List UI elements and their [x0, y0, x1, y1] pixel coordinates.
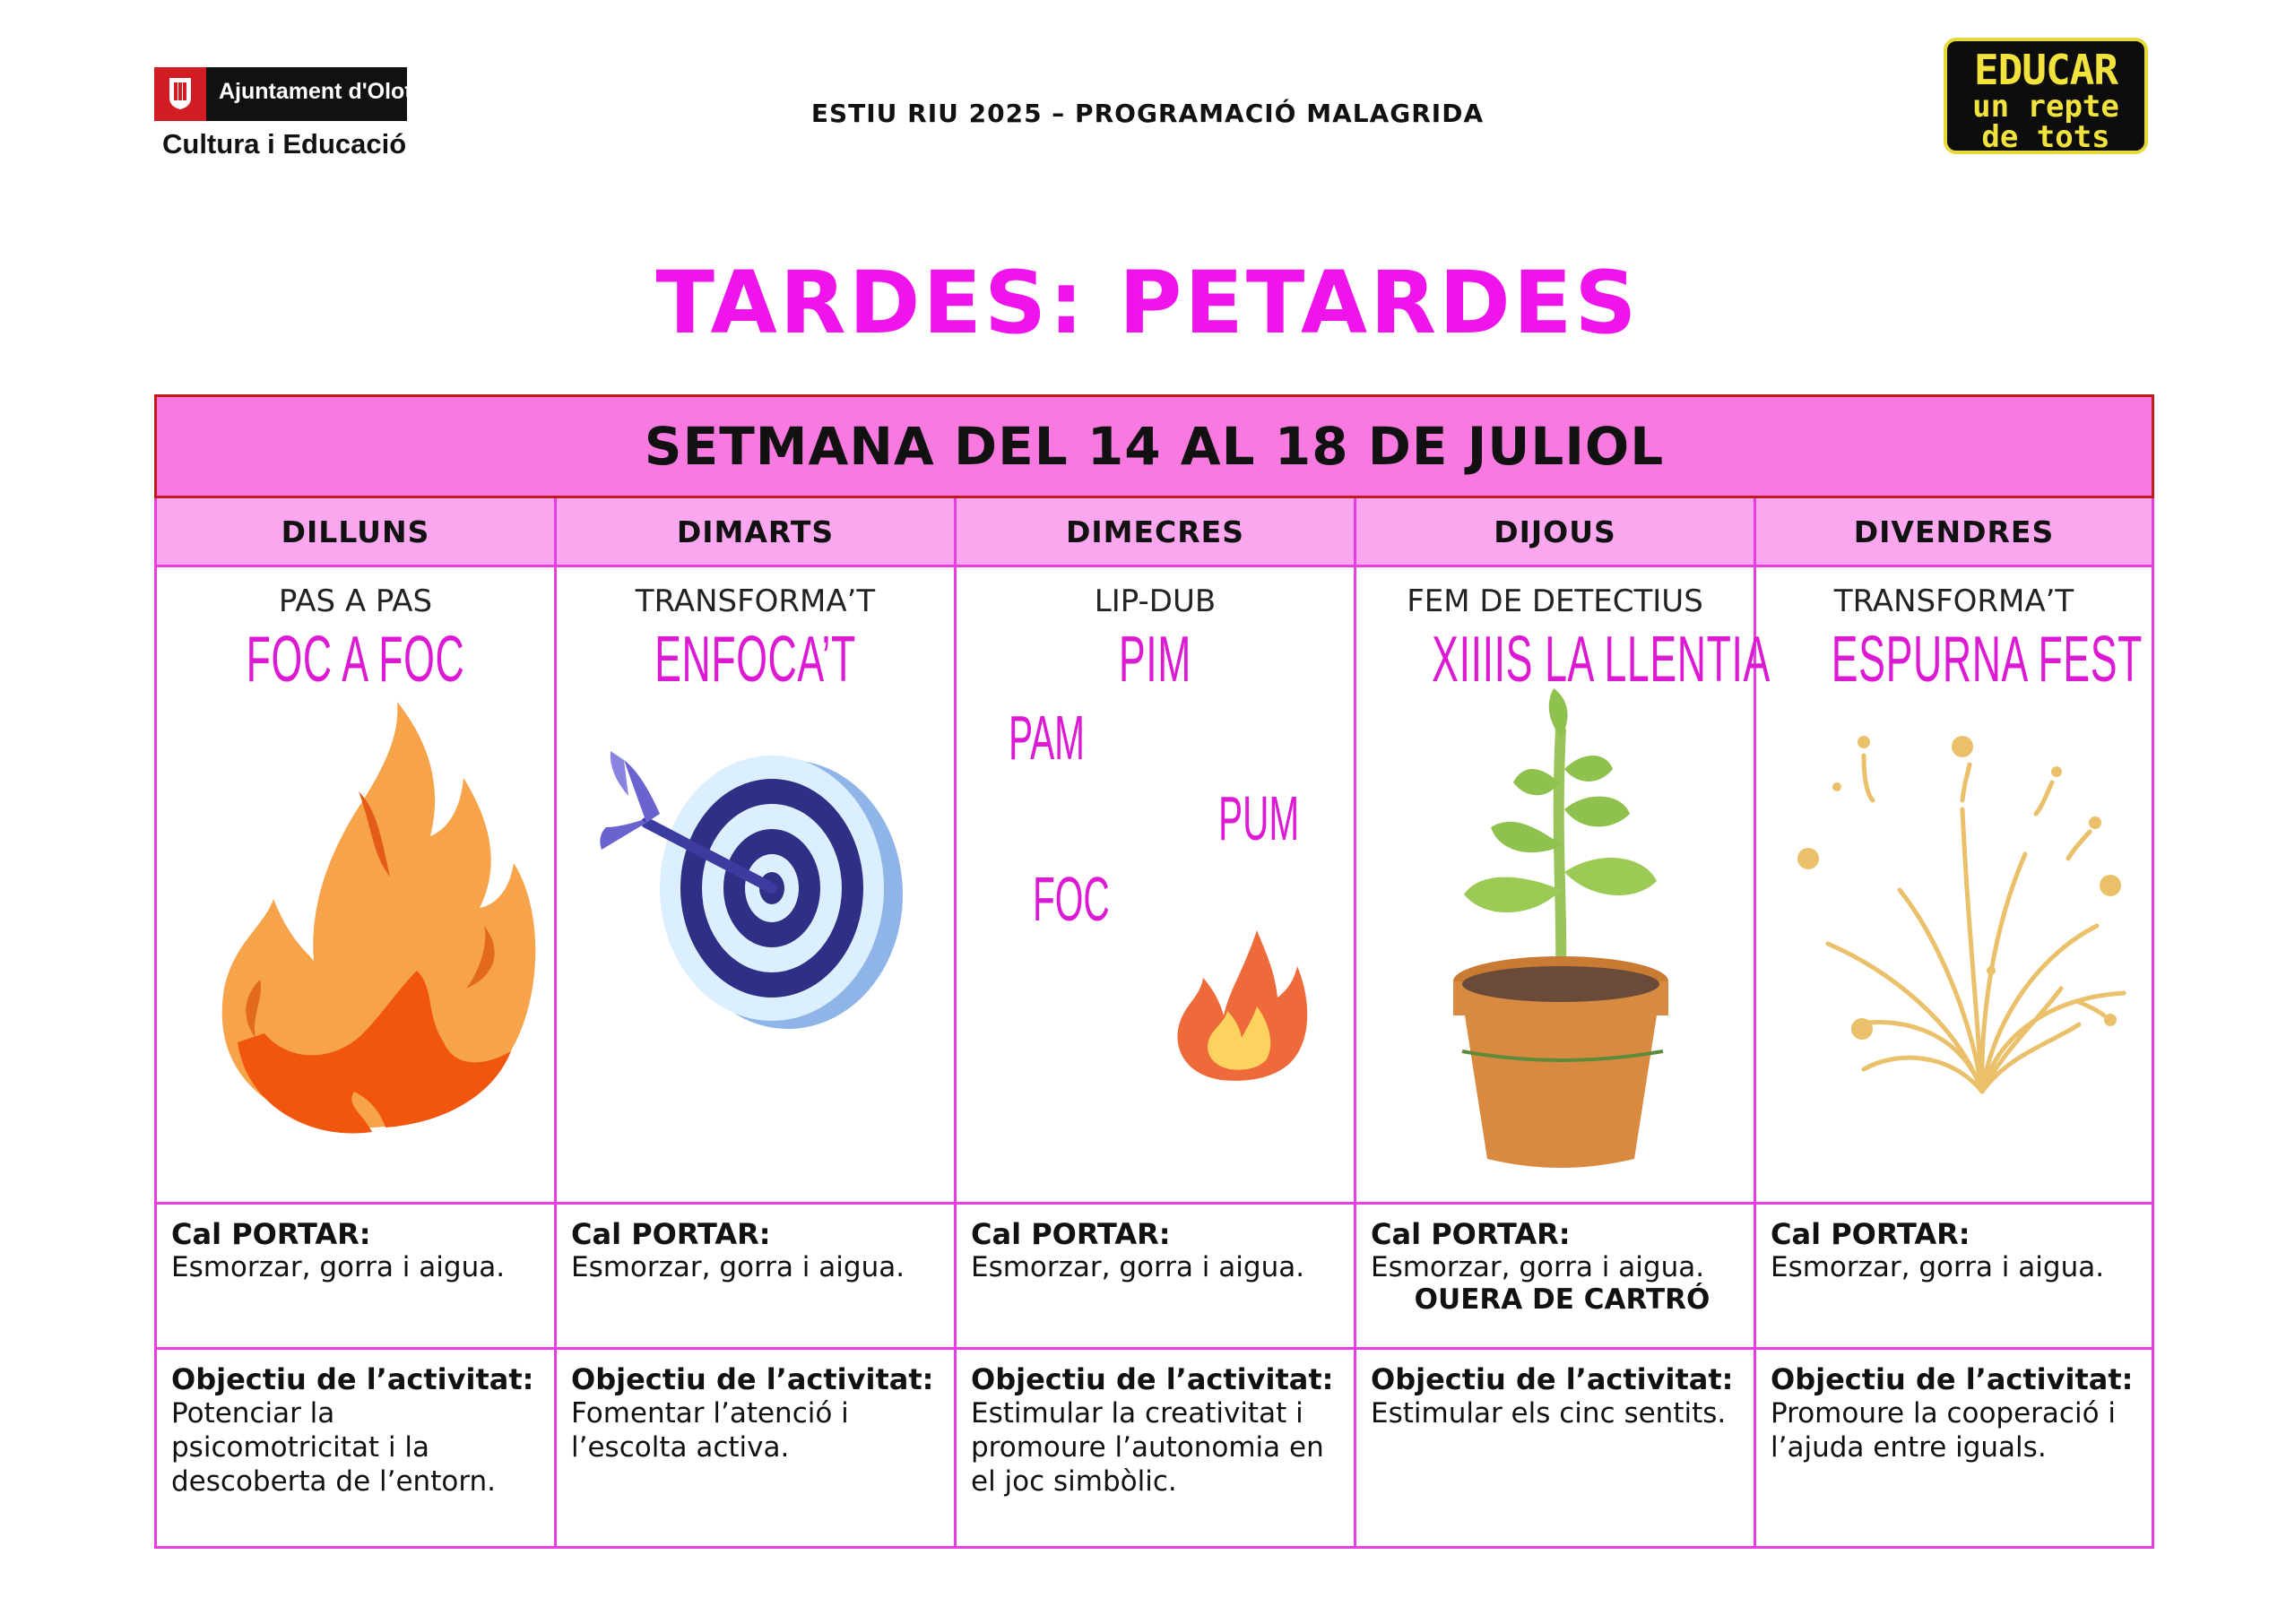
bring-text: Esmorzar, gorra i aigua.	[1371, 1251, 1705, 1283]
bring-label: Cal PORTAR:	[1371, 1217, 1571, 1251]
activity-subtitle: FEM DE DETECTIUS	[1407, 583, 1703, 619]
days-row	[156, 497, 2153, 566]
main-title: TARDES: PETARDES	[655, 253, 1640, 353]
activity-name: ESPURNA FEST	[1831, 624, 2143, 695]
day-header-monday: DILLUNS	[156, 497, 556, 566]
objective-text: Fomentar l’atenció i l’escolta activa.	[571, 1397, 849, 1464]
bring-label: Cal PORTAR:	[571, 1217, 771, 1251]
educar-logo-line2: un repte	[1972, 89, 2119, 125]
activity-row	[156, 566, 2153, 1204]
day-header-tuesday: DIMARTS	[556, 497, 956, 566]
activity-name: PIM	[1118, 624, 1192, 695]
activity-cell-monday	[156, 566, 556, 1204]
objective-label: Objectiu de l’activitat:	[171, 1362, 534, 1396]
educar-logo-line3: de tots	[1981, 119, 2110, 155]
activity-cell-tuesday	[556, 566, 956, 1204]
bring-cell-wednesday	[956, 1204, 1355, 1349]
activity-name: XIIIIS LA LLENTIA	[1432, 624, 1771, 695]
bring-text: Esmorzar, gorra i aigua.	[171, 1251, 506, 1283]
sound-word-pam: PAM	[1009, 703, 1085, 773]
document-header-title: ESTIU RIU 2025 – PROGRAMACIÓ MALAGRIDA	[810, 99, 1485, 128]
day-header-friday: DIVENDRES	[1755, 497, 2153, 566]
sound-word-pum: PUM	[1218, 783, 1300, 853]
bring-label: Cal PORTAR:	[1771, 1217, 1970, 1251]
bring-cell-monday	[156, 1204, 556, 1349]
objective-cell-monday	[156, 1349, 556, 1548]
educar-logo-line1: EDUCAR	[1973, 46, 2118, 94]
objective-text: Promoure la cooperació i l’ajuda entre iguals.	[1771, 1397, 2117, 1464]
bring-row	[156, 1204, 2153, 1349]
week-row	[156, 396, 2153, 497]
bring-label: Cal PORTAR:	[971, 1217, 1171, 1251]
objective-label: Objectiu de l’activitat:	[571, 1362, 934, 1396]
objective-cell-tuesday	[556, 1349, 956, 1548]
logo-top-text: Ajuntament d'Olot	[219, 79, 412, 104]
week-heading: SETMANA DEL 14 AL 18 DE JULIOL	[156, 396, 2153, 497]
objective-text: Estimular la creativitat i promoure l’autonomia en el joc simbòlic.	[971, 1397, 1324, 1498]
activity-cell-friday	[1755, 566, 2153, 1204]
activity-subtitle: LIP-DUB	[1094, 583, 1217, 619]
bring-cell-thursday	[1355, 1204, 1755, 1349]
objective-text: Estimular els cinc sentits.	[1371, 1397, 1727, 1430]
bring-text: Esmorzar, gorra i aigua.	[971, 1251, 1305, 1283]
objective-label: Objectiu de l’activitat:	[971, 1362, 1334, 1396]
bring-text: Esmorzar, gorra i aigua.	[1771, 1251, 2105, 1283]
activity-name: FOC A FOC	[246, 624, 465, 695]
objective-label: Objectiu de l’activitat:	[1771, 1362, 2134, 1396]
activity-subtitle: TRANSFORMA’T	[1833, 583, 2074, 619]
educar-logo	[1944, 38, 2148, 154]
bring-cell-friday	[1755, 1204, 2153, 1349]
activity-name: ENFOCA’T	[654, 624, 856, 695]
logo-bottom-text: Cultura i Educació	[162, 128, 407, 160]
bring-text: Esmorzar, gorra i aigua.	[571, 1251, 905, 1283]
objective-cell-friday	[1755, 1349, 2153, 1548]
objective-row	[156, 1349, 2153, 1548]
day-header-thursday: DIJOUS	[1355, 497, 1755, 566]
sound-word-foc: FOC	[1033, 864, 1110, 934]
activity-subtitle: PAS A PAS	[278, 583, 433, 619]
activity-cell-wednesday	[956, 566, 1355, 1204]
objective-label: Objectiu de l’activitat:	[1371, 1362, 1734, 1396]
bring-cell-tuesday	[556, 1204, 956, 1349]
bring-extra-item: OUERA DE CARTRÓ	[1414, 1283, 1710, 1316]
activity-cell-thursday	[1355, 566, 1771, 1204]
weekly-schedule-table	[154, 394, 2154, 1549]
activity-subtitle: TRANSFORMA’T	[635, 583, 876, 619]
objective-cell-thursday	[1355, 1349, 1755, 1548]
objective-cell-wednesday	[956, 1349, 1355, 1548]
objective-text: Potenciar la psicomotricitat i la descoberta de l’entorn.	[171, 1397, 497, 1498]
bring-label: Cal PORTAR:	[171, 1217, 371, 1251]
day-header-wednesday: DIMECRES	[956, 497, 1355, 566]
